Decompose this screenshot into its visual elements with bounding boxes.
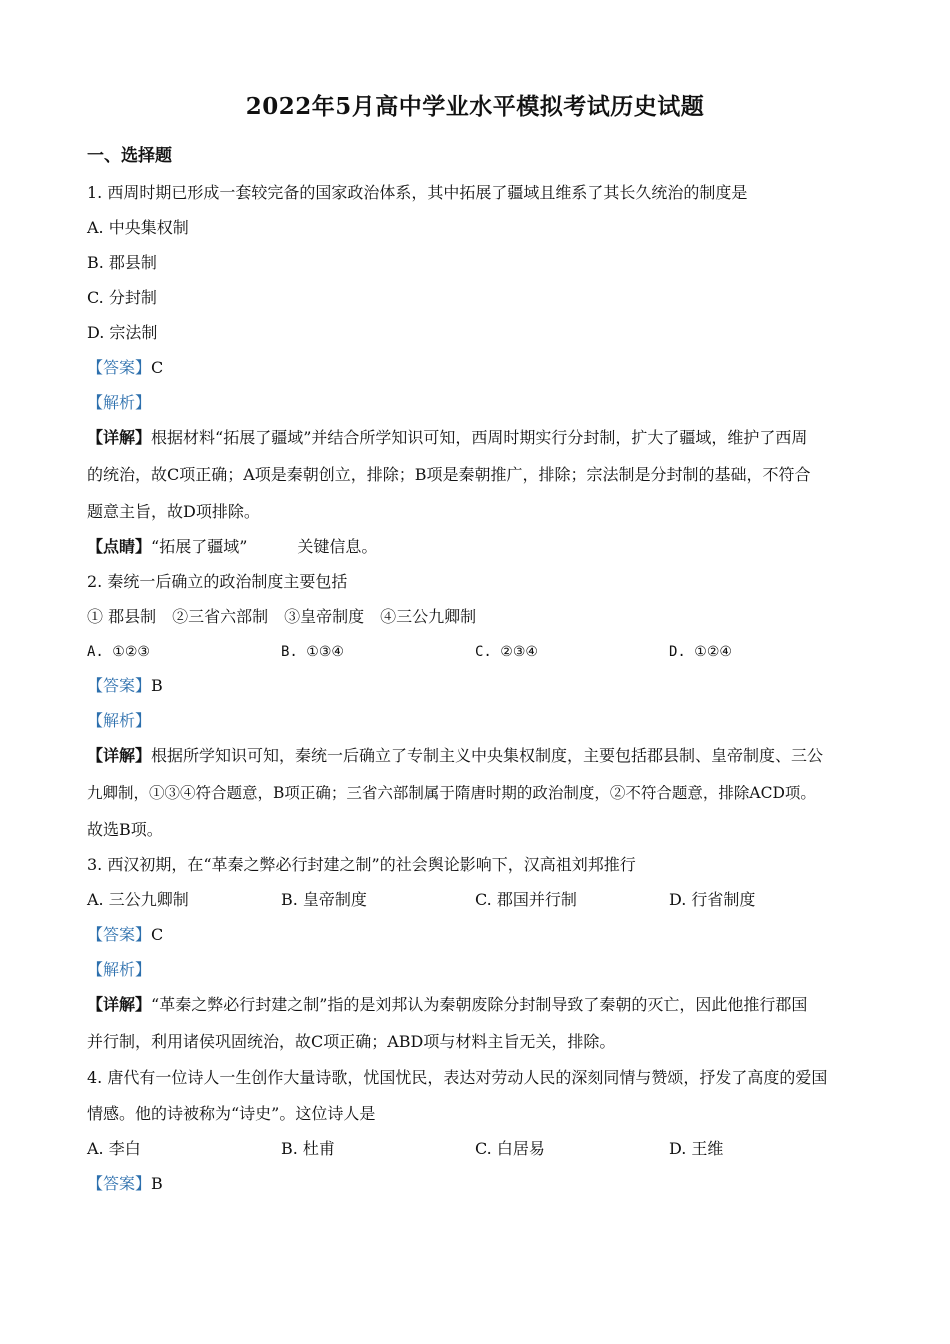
detail-tag: 【详解】 — [87, 995, 152, 1014]
q4-answer-value: B — [151, 1174, 163, 1193]
q1-detail-text-1: 根据材料“拓展了疆域”并结合所学知识可知，西周时期实行分封制，扩大了疆域，维护了西周 — [151, 428, 808, 447]
q2-stem: 2. 秦统一后确立的政治制度主要包括 — [87, 572, 348, 591]
q3-detail-1 — [87, 995, 807, 1015]
q4-option-d: D. 王维 — [669, 1139, 724, 1158]
q1-option-d: D. 宗法制 — [87, 323, 158, 342]
answer-tag: 【答案】 — [87, 1174, 152, 1193]
q1-answer — [87, 358, 163, 378]
q3-option-c: C. 郡国并行制 — [475, 890, 577, 909]
q3-stem: 3. 西汉初期，在“革秦之弊必行封建之制”的社会舆论影响下，汉高祖刘邦推行 — [87, 855, 636, 874]
q2-detail-3: 故选B项。 — [87, 820, 163, 839]
q1-stem: 1. 西周时期已形成一套较完备的国家政治体系，其中拓展了疆域且维系了其长久统治的制度是 — [87, 183, 748, 202]
point-tag: 【点睛】 — [87, 537, 152, 556]
q2-option-d: D. ①②④ — [669, 644, 732, 660]
q4-stem-2: 情感。他的诗被称为“诗史”。这位诗人是 — [87, 1104, 376, 1123]
q1-point-rest: 关键信息。 — [297, 537, 378, 556]
q2-detail-text-1: 根据所学知识可知，秦统一后确立了专制主义中央集权制度，主要包括郡县制、皇帝制度、三公 — [151, 746, 824, 765]
detail-tag: 【详解】 — [87, 428, 152, 447]
q3-answer-value: C — [151, 925, 164, 944]
q2-answer — [87, 676, 163, 696]
section-heading: 一、选择题 — [87, 146, 172, 166]
q3-option-a: A. 三公九卿制 — [87, 890, 189, 909]
q3-option-d: D. 行省制度 — [669, 890, 756, 909]
q1-option-b: B. 郡县制 — [87, 253, 157, 272]
q3-detail-2: 并行制，利用诸侯巩固统治，故C项正确；ABD项与材料主旨无关，排除。 — [87, 1032, 616, 1051]
q1-detail-3: 题意主旨，故D项排除。 — [87, 502, 260, 521]
q3-answer — [87, 925, 163, 945]
q2-option-c: C. ②③④ — [475, 644, 538, 660]
q1-detail-1 — [87, 428, 807, 448]
q2-detail-1 — [87, 746, 823, 766]
q4-option-c: C. 白居易 — [475, 1139, 545, 1158]
q2-analysis-tag: 【解析】 — [87, 711, 152, 730]
q3-option-b: B. 皇帝制度 — [281, 890, 367, 909]
q1-option-a: A. 中央集权制 — [87, 218, 189, 237]
q4-option-b: B. 杜甫 — [281, 1139, 335, 1158]
q2-option-b: B. ①③④ — [281, 644, 344, 660]
q1-point — [87, 537, 377, 557]
answer-tag: 【答案】 — [87, 358, 152, 377]
q2-answer-value: B — [151, 676, 163, 695]
q2-option-a: A. ①②③ — [87, 644, 150, 660]
q1-answer-value: C — [151, 358, 164, 377]
q3-detail-text-1: “革秦之弊必行封建之制”指的是刘邦认为秦朝废除分封制导致了秦朝的灭亡，因此他推行郡国 — [151, 995, 808, 1014]
q2-items: ① 郡县制 ②三省六部制 ③皇帝制度 ④三公九卿制 — [87, 607, 477, 626]
q3-analysis-tag: 【解析】 — [87, 960, 152, 979]
answer-tag: 【答案】 — [87, 925, 152, 944]
q1-analysis-tag: 【解析】 — [87, 393, 152, 412]
q4-answer — [87, 1174, 163, 1194]
q1-option-c: C. 分封制 — [87, 288, 157, 307]
answer-tag: 【答案】 — [87, 676, 152, 695]
detail-tag: 【详解】 — [87, 746, 152, 765]
q1-detail-2: 的统治，故C项正确；A项是秦朝创立，排除；B项是秦朝推广，排除；宗法制是分封制的基础，不符合 — [87, 465, 811, 484]
q1-point-quote: “拓展了疆域” — [151, 537, 248, 556]
q2-detail-2: 九卿制，①③④符合题意，B项正确；三省六部制属于隋唐时期的政治制度，②不符合题意，排除ACD项。 — [87, 784, 816, 802]
q4-stem-1: 4. 唐代有一位诗人一生创作大量诗歌，忧国忧民，表达对劳动人民的深刻同情与赞颂，抒发了高度的爱国 — [87, 1068, 828, 1087]
exam-title: 2022年5月高中学业水平模拟考试历史试题 — [245, 93, 705, 120]
q4-option-a: A. 李白 — [87, 1139, 141, 1158]
